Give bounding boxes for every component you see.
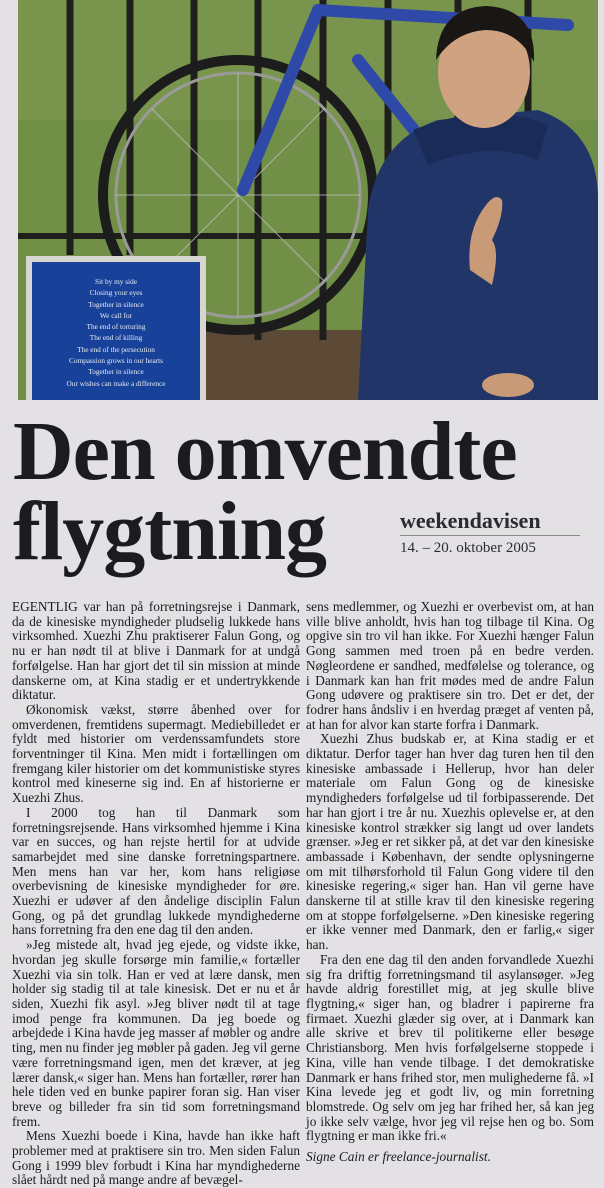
sign-line: Together in silence [88,367,144,377]
lead-text: var han på forretningsrejse i Danmark, da de kinesiske myndigheder pludselig lukkede hans virksomhed. Xuezhi Zhu praktiserer Falun Gong, og nu er han nødt til at blive i Danmark for at undgå forfølgelse. Han har gjort det til sin mission at minde danskerne om, at Kina stadig er et undertrykkende diktatur. [12,599,300,703]
lead-word: EGENTLIG [12,599,78,614]
sign-line: Sit by my side [95,277,137,286]
sign-line: Compassion grows in our hearts [68,356,164,366]
publication-date: 14. – 20. oktober 2005 [400,540,536,556]
article-column-right [306,600,594,1165]
publication-name: weekendavisen [400,508,580,536]
paragraph: Xuezhi Zhus budskab er, at Kina stadig er et diktatur. Derfor tager han hver dag turen hen til den kinesiske ambassade i Hellerup, hvor han deler materiale om Falun Gong og de kinesiske myndigheders forfølgelse ud til forbipasserende. Det har han gjort i tre år nu. Xuezhis oplevelse er, at den kinesiske kontrol strækker sig langt ud over landets grænser. »Jeg er ret sikker på, at det var den kinesiske ambassade i København, der sendte oplysningerne om mit tilhørsforhold til Falun Gong videre til den kinesiske regering,« siger han. Han vil gerne have danskerne til at stille krav til den kinesiske regering om at stoppe forfølgelserne. »Den kinesiske regering er ikke venner med Danmark, den er farlig,« siger han. [306,731,594,953]
paragraph: Økonomisk vækst, større åbenhed over for omverdenen, fremtidens supermagt. Mediebilledet er fyldt med historier om verdenssamfundets store forventninger til Kina. Men midt i fortællingen om fremgang kiler historier om det kommunistiske styres kontrol med kineserne sig ind. En af historierne er Xuezhi Zhus. [12,701,300,806]
protest-sign-text [32,262,200,400]
publication-info [400,508,580,557]
sign-line: The end of the persecution [77,344,155,354]
paragraph-lead [12,600,300,703]
sign-line: The end of killing [89,333,143,343]
paragraph: »Jeg mistede alt, hvad jeg ejede, og vidste ikke, hvordan jeg skulle forsørge min familie,« fortæller Xuezhi via sin tolk. Han er ved at lære dansk, men holder sig stadig til at tale kinesisk. Det er nu et år siden, Xuezhi fik asyl. »Jeg bliver nødt til at tage imod penge fra kommunen. Da jeg boede og arbejdede i Kina havde jeg masser af møbler og andre ting, men nu finder jeg møbler på gaden. Jeg vil gerne være forretningsmand igen, men det kræver, at jeg lærer dansk,« siger han. Mens han fortæller, rører han hele tiden ved en bunke papirer foran sig. Han viser breve og billeder fra sin tid som forretningsmand frem. [12,937,301,1129]
article-photo [18,0,598,400]
protest-sign [26,256,206,400]
article-column-left [12,600,300,1188]
author-byline: Signe Cain er freelance-journalist. [306,1149,491,1165]
headline-line-1: Den omvendte [13,405,517,498]
sign-line: We call for [99,310,133,320]
sign-line: Our wishes can make a difference [66,378,166,388]
paragraph: Mens Xuezhi boede i Kina, havde han ikke haft problemer med at praktisere sin tro. Men siden Falun Gong i 1999 blev forbudt i Kina har myndighederne slået hårdt ned på mange andre af bevægel- [12,1128,300,1188]
headline-line-2: flygtning [13,485,327,578]
paragraph: Fra den ene dag til den anden forvandlede Xuezhi sig fra driftig forretningsmand til asylansøger. »Jeg havde aldrig forestillet mig, at jeg skulle blive flygtning,« siger han, og bladrer i papirerne fra firmaet. Xuezhi glæder sig over, at i Danmark kan alle skrive et brev til politikerne eller besøge Christiansborg. Men hvis forfølgelserne stoppede i Kina, ville han vende tilbage. I det demokratiske Danmark er hans frihed stor, men mulighederne få. »I Kina levede jeg et godt liv, og min forretning blomstrede. Og selv om jeg har frihed her, så kan jeg jo ikke selv vælge, hvor jeg vil rejse hen og bo. Som flygtning er man ikke fri.« [306,951,594,1144]
paragraph-continued: sens medlemmer, og Xuezhi er overbevist om, at han ville blive anholdt, hvis han tog tilbage til Kina. Og opgive sin tro vil han ikke. For Xuezhi hænger Falun Gong sammen med troen på en bedre verden. Nøgleordene er sandhed, medfølelse og tolerance, og i Danmark kan han frit mødes med de andre Falun Gong udøvere og praktisere sin tro. Det er det, der fodrer hans åndsliv i en hverdag præget af venten på, at han for alvor kan starte forfra i Danmark. [306,599,594,732]
sign-line: The end of torturing [86,322,146,332]
sign-line: Together in silence [88,299,144,309]
sign-line: Closing your eyes [89,288,143,298]
paragraph: I 2000 tog han til Danmark som forretningsrejsende. Hans virksomhed hjemme i Kina var en succes, og han rejste hertil for at udvide samarbejdet med sine danske forretningspartnere. Men mens han var her, kom hans religiøse overbevisning de kinesiske myndigheder for øre. Xuezhi er udøver af den åndelige disciplin Falun Gong, og på det grundlag lukkede myndighederne hans forretning fra den ene dag til den anden. [12,804,300,938]
